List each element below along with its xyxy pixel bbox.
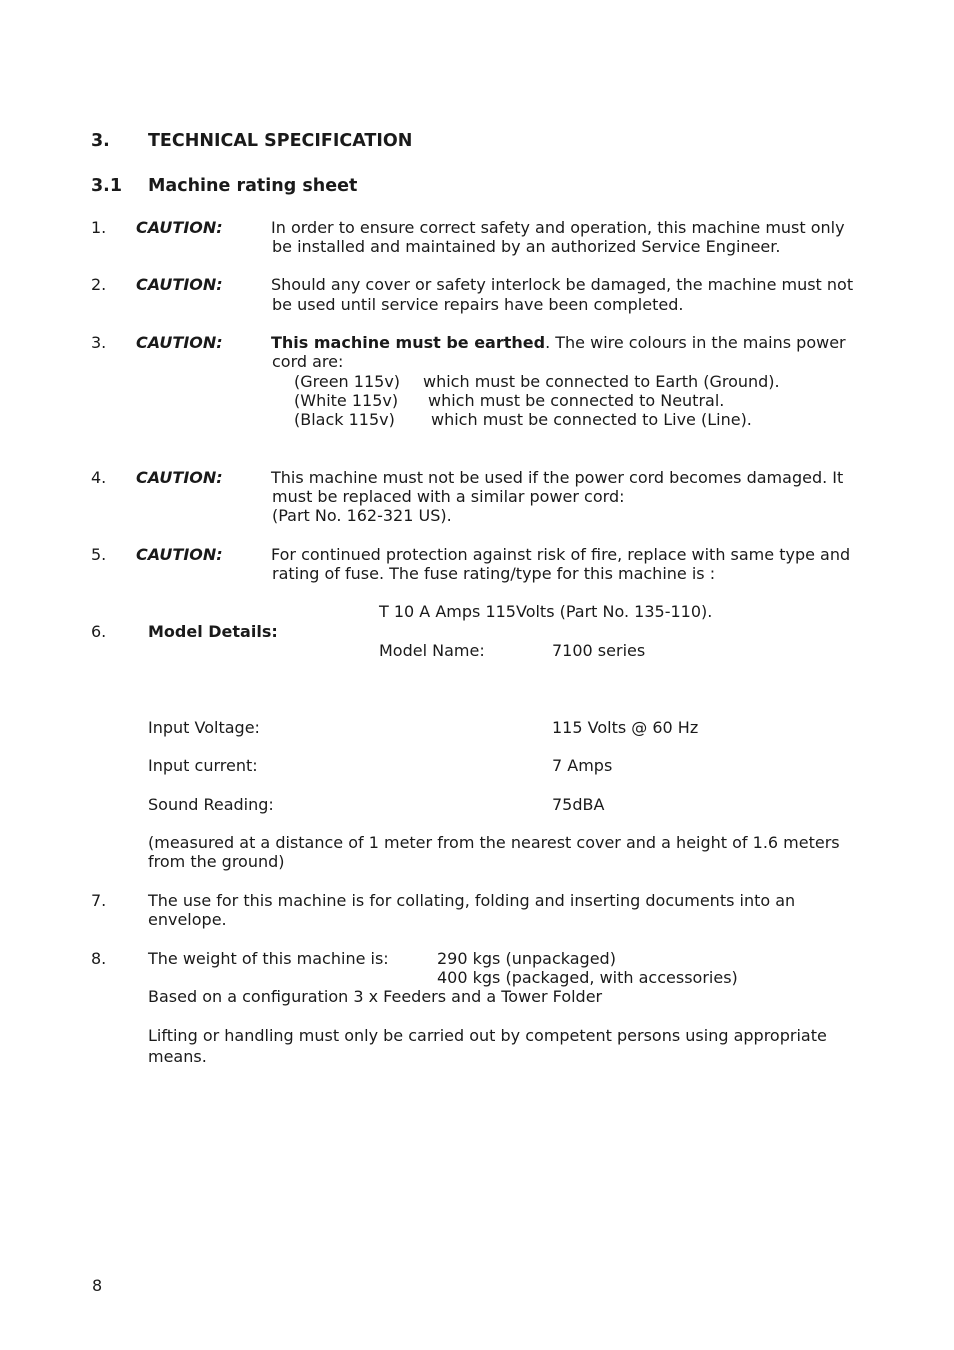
intended-use: The use for this machine is for collating, folding and inserting documents into an [148, 891, 796, 910]
weight-configuration: Based on a configuration 3 x Feeders and a Tower Folder [148, 987, 603, 1006]
wire-description: which must be connected to Live (Line). [431, 410, 752, 429]
spec-value: 75dBA [552, 795, 605, 814]
item-text-rest: . The wire colours in the mains power [545, 333, 846, 352]
lifting-note: means. [148, 1047, 207, 1066]
earthed-warning: This machine must be earthed [271, 333, 546, 352]
caution-label: CAUTION: [136, 275, 223, 294]
page-number: 8 [92, 1276, 103, 1295]
item-number: 5. [91, 545, 107, 564]
item-text-line: For continued protection against risk of fire, replace with same type and [271, 545, 851, 564]
spec-label: Input current: [148, 756, 258, 775]
item-text-line: Should any cover or safety interlock be damaged, the machine must not [271, 275, 854, 294]
item-number: 4. [91, 468, 107, 487]
section-number: 3. [91, 131, 110, 151]
item-number: 3. [91, 333, 107, 352]
fuse-rating: T 10 A Amps 115Volts (Part No. 135-110). [379, 602, 713, 621]
weight-label: The weight of this machine is: [148, 949, 389, 968]
item-number: 2. [91, 275, 107, 294]
model-details-label: Model Details: [148, 622, 278, 641]
wire-colour: (Black 115v) [294, 410, 395, 429]
spec-value: 115 Volts @ 60 Hz [552, 718, 699, 737]
caution-label: CAUTION: [136, 468, 223, 487]
item-text-line [271, 333, 846, 352]
caution-label: CAUTION: [136, 333, 223, 352]
caution-label: CAUTION: [136, 218, 223, 237]
item-text-line: cord are: [272, 352, 344, 371]
model-name-label: Model Name: [379, 641, 485, 660]
model-name-value: 7100 series [552, 641, 646, 660]
item-text-line: be installed and maintained by an authorized Service Engineer. [272, 237, 781, 256]
item-number: 6. [91, 622, 107, 641]
subsection-title: Machine rating sheet [148, 176, 358, 196]
item-text-line: (Part No. 162-321 US). [272, 506, 452, 525]
spec-label: Input Voltage: [148, 718, 260, 737]
wire-description: which must be connected to Neutral. [428, 391, 725, 410]
item-number: 1. [91, 218, 107, 237]
item-text-line: In order to ensure correct safety and operation, this machine must only [271, 218, 845, 237]
measurement-note: from the ground) [148, 852, 285, 871]
spec-label: Sound Reading: [148, 795, 274, 814]
item-text-line: must be replaced with a similar power cord: [272, 487, 625, 506]
weight-value: 400 kgs (packaged, with accessories) [437, 968, 738, 987]
weight-value: 290 kgs (unpackaged) [437, 949, 616, 968]
wire-description: which must be connected to Earth (Ground). [423, 372, 780, 391]
spec-value: 7 Amps [552, 756, 613, 775]
lifting-note: Lifting or handling must only be carried out by competent persons using appropriate [148, 1026, 827, 1045]
intended-use: envelope. [148, 910, 227, 929]
wire-colour: (Green 115v) [294, 372, 401, 391]
item-text-line: rating of fuse. The fuse rating/type for this machine is : [272, 564, 716, 583]
wire-colour: (White 115v) [294, 391, 399, 410]
item-number: 7. [91, 891, 107, 910]
caution-label: CAUTION: [136, 545, 223, 564]
measurement-note: (measured at a distance of 1 meter from the nearest cover and a height of 1.6 meters [148, 833, 840, 852]
item-number: 8. [91, 949, 107, 968]
item-text-line: This machine must not be used if the power cord becomes damaged. It [271, 468, 844, 487]
item-text-line: be used until service repairs have been completed. [272, 295, 684, 314]
section-title: TECHNICAL SPECIFICATION [148, 131, 413, 151]
subsection-number: 3.1 [91, 176, 123, 196]
